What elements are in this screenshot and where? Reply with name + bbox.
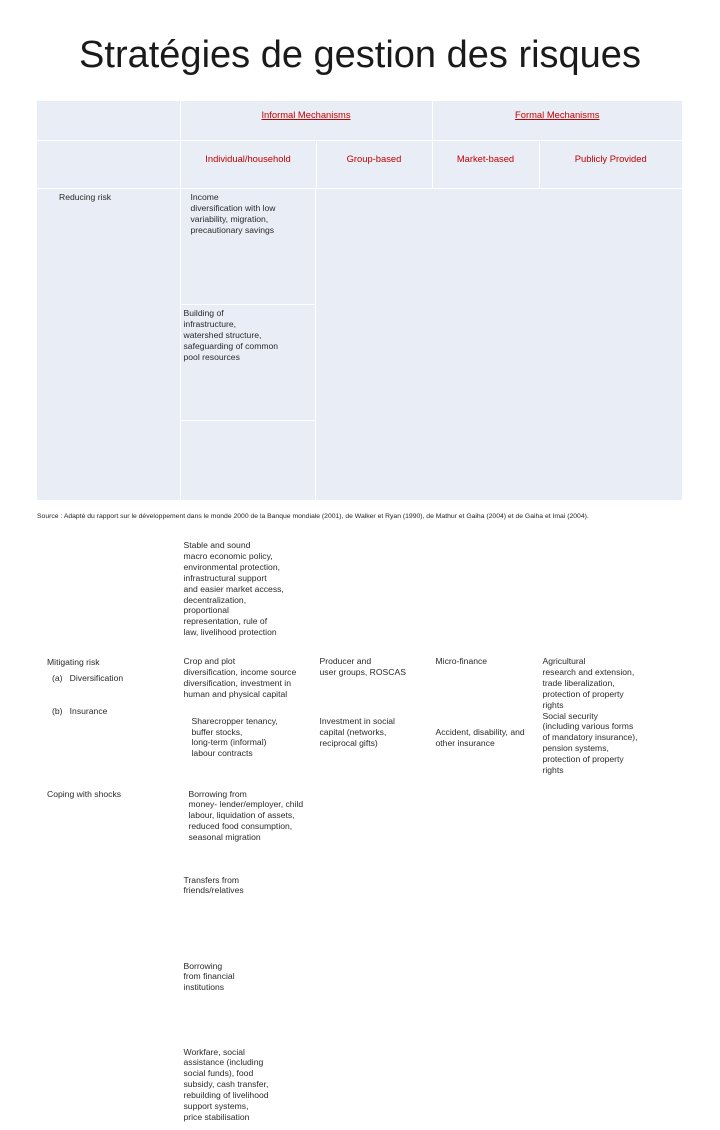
source-note: Source : Adapté du rapport sur le développement dans le monde 2000 de la Banque mondiale (2001), de Walker et Ryan (1990), de Mathur et Gaiha (2004) et de Gaiha et Imai (2004). (37, 513, 589, 520)
group-header-row (37, 101, 682, 141)
row-label-mitigating-risk (37, 653, 180, 785)
individual-insurance-text: Sharecropper tenancy, buffer stocks, long-term (informal) labour contracts (191, 715, 278, 759)
insurance-label: (b) Insurance (52, 706, 108, 717)
table-row (37, 785, 682, 1130)
row-label-reducing-risk: Reducing risk (37, 189, 180, 654)
mitigating-risk-label: Mitigating risk (47, 656, 100, 667)
slide-title: Stratégies de gestion des risques (79, 34, 641, 76)
cell-reducing-public: Stable and sound macro economic policy, environmental protection, infrastructural support and easier market access, decentralization, proportional representation, rule of law, livelihood protection (181, 537, 317, 653)
formal-header (432, 101, 682, 141)
risk-table (37, 101, 682, 1130)
informal-header (180, 101, 432, 141)
column-header-public: Publicly Provided (539, 141, 682, 189)
cell-coping-individual: Borrowing from money- lender/employer, child labour, liquidation of assets, reduced food consumption, seasonal migration (181, 786, 317, 872)
informal-mechanisms-label: Informal Mechanisms (261, 109, 351, 120)
diversification-label: (a) Diversification (52, 673, 124, 684)
market-insurance-text: Accident, disability, and other insurance (435, 726, 525, 748)
empty-corner-cell (37, 101, 180, 141)
cell-reducing-individual: Income diversification with low variability, migration, precautionary savings (181, 189, 317, 305)
row-label-coping: Coping with shocks (37, 785, 180, 1130)
column-header-row (37, 141, 682, 189)
column-header-individual: Individual/household (180, 141, 316, 189)
cell-mitigating-group (316, 653, 432, 785)
market-diversification-text: Micro-finance (435, 656, 488, 666)
empty-label-cell (37, 141, 180, 189)
column-header-group: Group-based (316, 141, 432, 189)
column-header-market: Market-based (432, 141, 539, 189)
table-row (37, 653, 682, 785)
cell-reducing-group: Building of infrastructure, watershed structure, safeguarding of common pool resources (181, 305, 317, 421)
cell-mitigating-individual (180, 653, 316, 785)
group-insurance-text: Investment in social capital (networks, reciprocal gifts) (319, 715, 395, 748)
cell-coping-market: Borrowing from financial institutions (181, 958, 317, 1044)
cell-coping-group: Transfers from friends/relatives (181, 872, 317, 958)
cell-coping-public: Workfare, social assistance (including social funds), food subsidy, cash transfer, rebuilding of livelihood support systems, price stabilisation (181, 1044, 317, 1130)
group-diversification-text: Producer and user groups, ROSCAS (319, 656, 406, 677)
cell-mitigating-market (432, 653, 539, 785)
individual-diversification-text: Crop and plot diversification, income source diversification, investment in human and physical capital (183, 656, 297, 699)
table-row (37, 189, 682, 654)
cell-mitigating-public: Agricultural research and extension, trade liberalization, protection of property rights Social security (including various forms of mandatory insurance), pension systems, protection of property rights (540, 653, 683, 785)
formal-mechanisms-label: Formal Mechanisms (515, 109, 600, 120)
